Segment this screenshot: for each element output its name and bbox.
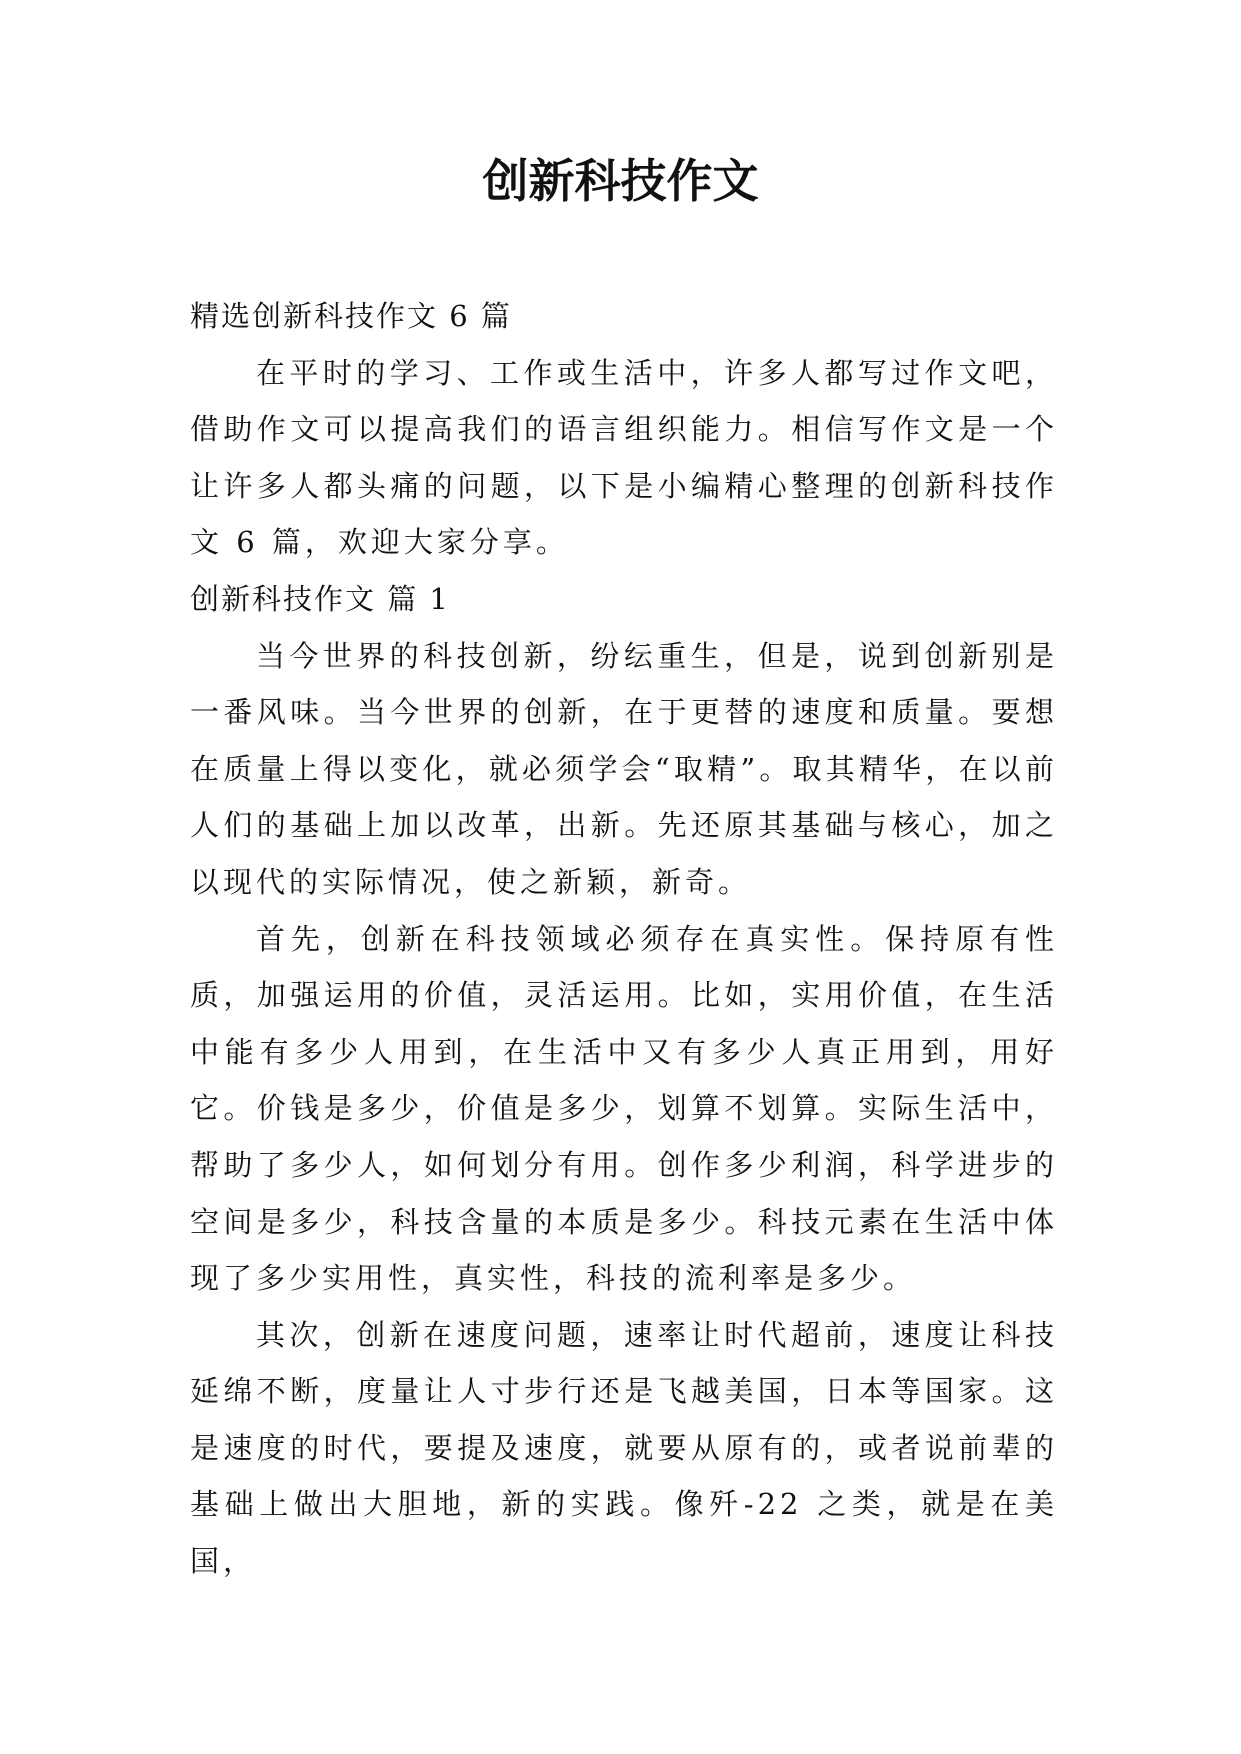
document-subtitle: 精选创新科技作文 6 篇 [190,299,512,333]
document-title: 创新科技作文 [482,154,759,208]
section-heading: 创新科技作文 篇 1 [190,581,450,616]
intro-paragraph: 在平时的学习、工作或生活中，许多人都写过作文吧，借助作文可以提高我们的语言组织能力。相信写作文是一个让许多人都头痛的问题，以下是小编精心整理的创新科技作文 6 篇，欢迎大家分享。 [190,355,1058,560]
document-body [190,288,1058,1590]
body-paragraph: 其次，创新在速度问题，速率让时代超前，速度让科技延绵不断，度量让人寸步行还是飞越美国，日本等国家。这是速度的时代，要提及速度，就要从原有的，或者说前辈的基础上做出大胆地，新的实践。像歼-22 之类，就是在美国， [190,1317,1058,1579]
body-paragraph: 首先，创新在科技领域必须存在真实性。保持原有性质，加强运用的价值，灵活运用。比如，实用价值，在生活中能有多少人用到，在生活中又有多少人真正用到，用好它。价钱是多少，价值是多少，划算不划算。实际生活中，帮助了多少人，如何划分有用。创作多少利润，科学进步的空间是多少，科技含量的本质是多少。科技元素在生活中体现了多少实用性，真实性，科技的流利率是多少。 [190,921,1058,1296]
body-paragraph: 当今世界的科技创新，纷纭重生，但是，说到创新别是一番风味。当今世界的创新，在于更替的速度和质量。要想在质量上得以变化，就必须学会“取精”。取其精华，在以前人们的基础上加以改革，出新。先还原其基础与核心，加之以现代的实际情况，使之新颖，新奇。 [190,638,1058,899]
